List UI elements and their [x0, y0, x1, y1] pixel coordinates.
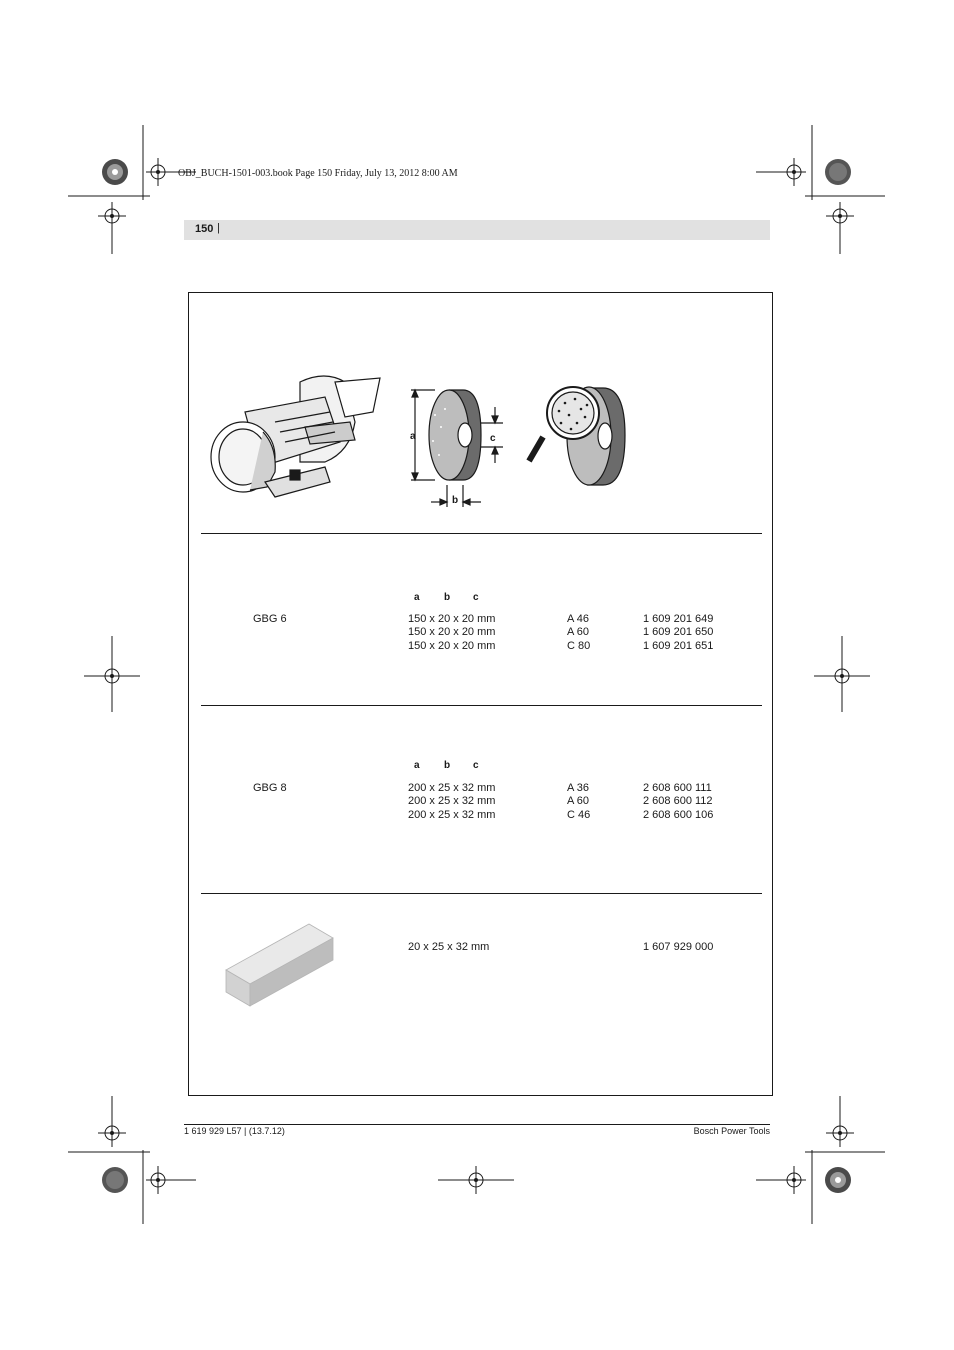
grit-value: A 60: [567, 795, 590, 807]
wheel-dimensions: 150 x 20 x 20 mm: [408, 626, 496, 638]
section-divider: [201, 705, 762, 706]
wheel-dimensions: 200 x 25 x 32 mm: [408, 782, 496, 794]
column-header-a: a: [414, 592, 420, 603]
part-number: 1 607 929 000: [643, 941, 714, 953]
grit-value: C 46: [567, 809, 591, 821]
stone-dimensions: 20 x 25 x 32 mm: [408, 941, 490, 953]
grit-value: A 36: [567, 782, 590, 794]
dressing-stone-illustration: [224, 922, 336, 1008]
part-number: 1 609 201 650: [643, 626, 714, 638]
page-number-separator: |: [217, 222, 220, 234]
grit-value: A 60: [567, 626, 590, 638]
section-divider: [201, 533, 762, 534]
wheel-dimensions: 200 x 25 x 32 mm: [408, 795, 496, 807]
part-number: 2 608 600 111: [643, 782, 712, 794]
publisher-name: Bosch Power Tools: [693, 1126, 770, 1136]
model-name: GBG 8: [253, 782, 287, 794]
wheel-dimensions: 200 x 25 x 32 mm: [408, 809, 496, 821]
bench-grinder-illustration: [205, 372, 385, 502]
grit-magnifier-illustration: [525, 385, 635, 490]
footer-rule: [184, 1124, 770, 1125]
part-number: 1 609 201 651: [643, 640, 714, 652]
part-number: 1 609 201 649: [643, 613, 714, 625]
dimension-label-c: c: [490, 433, 496, 444]
dimension-label-b: b: [452, 495, 459, 506]
section-divider: [201, 893, 762, 894]
document-code: 1 619 929 L57 | (13.7.12): [184, 1126, 285, 1136]
model-name: GBG 6: [253, 613, 287, 625]
grit-value: C 80: [567, 640, 591, 652]
column-header-c: c: [473, 760, 479, 771]
print-slug-line: OBJ_BUCH-1501-003.book Page 150 Friday, July 13, 2012 8:00 AM: [178, 168, 458, 179]
grit-value: A 46: [567, 613, 590, 625]
column-header-b: b: [444, 760, 451, 771]
page-header-bar: [184, 220, 770, 240]
column-header-c: c: [473, 592, 479, 603]
wheel-dimension-diagram: [405, 385, 505, 510]
page-number: 150: [195, 223, 214, 235]
wheel-dimensions: 150 x 20 x 20 mm: [408, 613, 496, 625]
dimension-label-a: a: [410, 431, 416, 442]
column-header-a: a: [414, 760, 420, 771]
part-number: 2 608 600 112: [643, 795, 713, 807]
column-header-b: b: [444, 592, 451, 603]
wheel-dimensions: 150 x 20 x 20 mm: [408, 640, 496, 652]
part-number: 2 608 600 106: [643, 809, 714, 821]
